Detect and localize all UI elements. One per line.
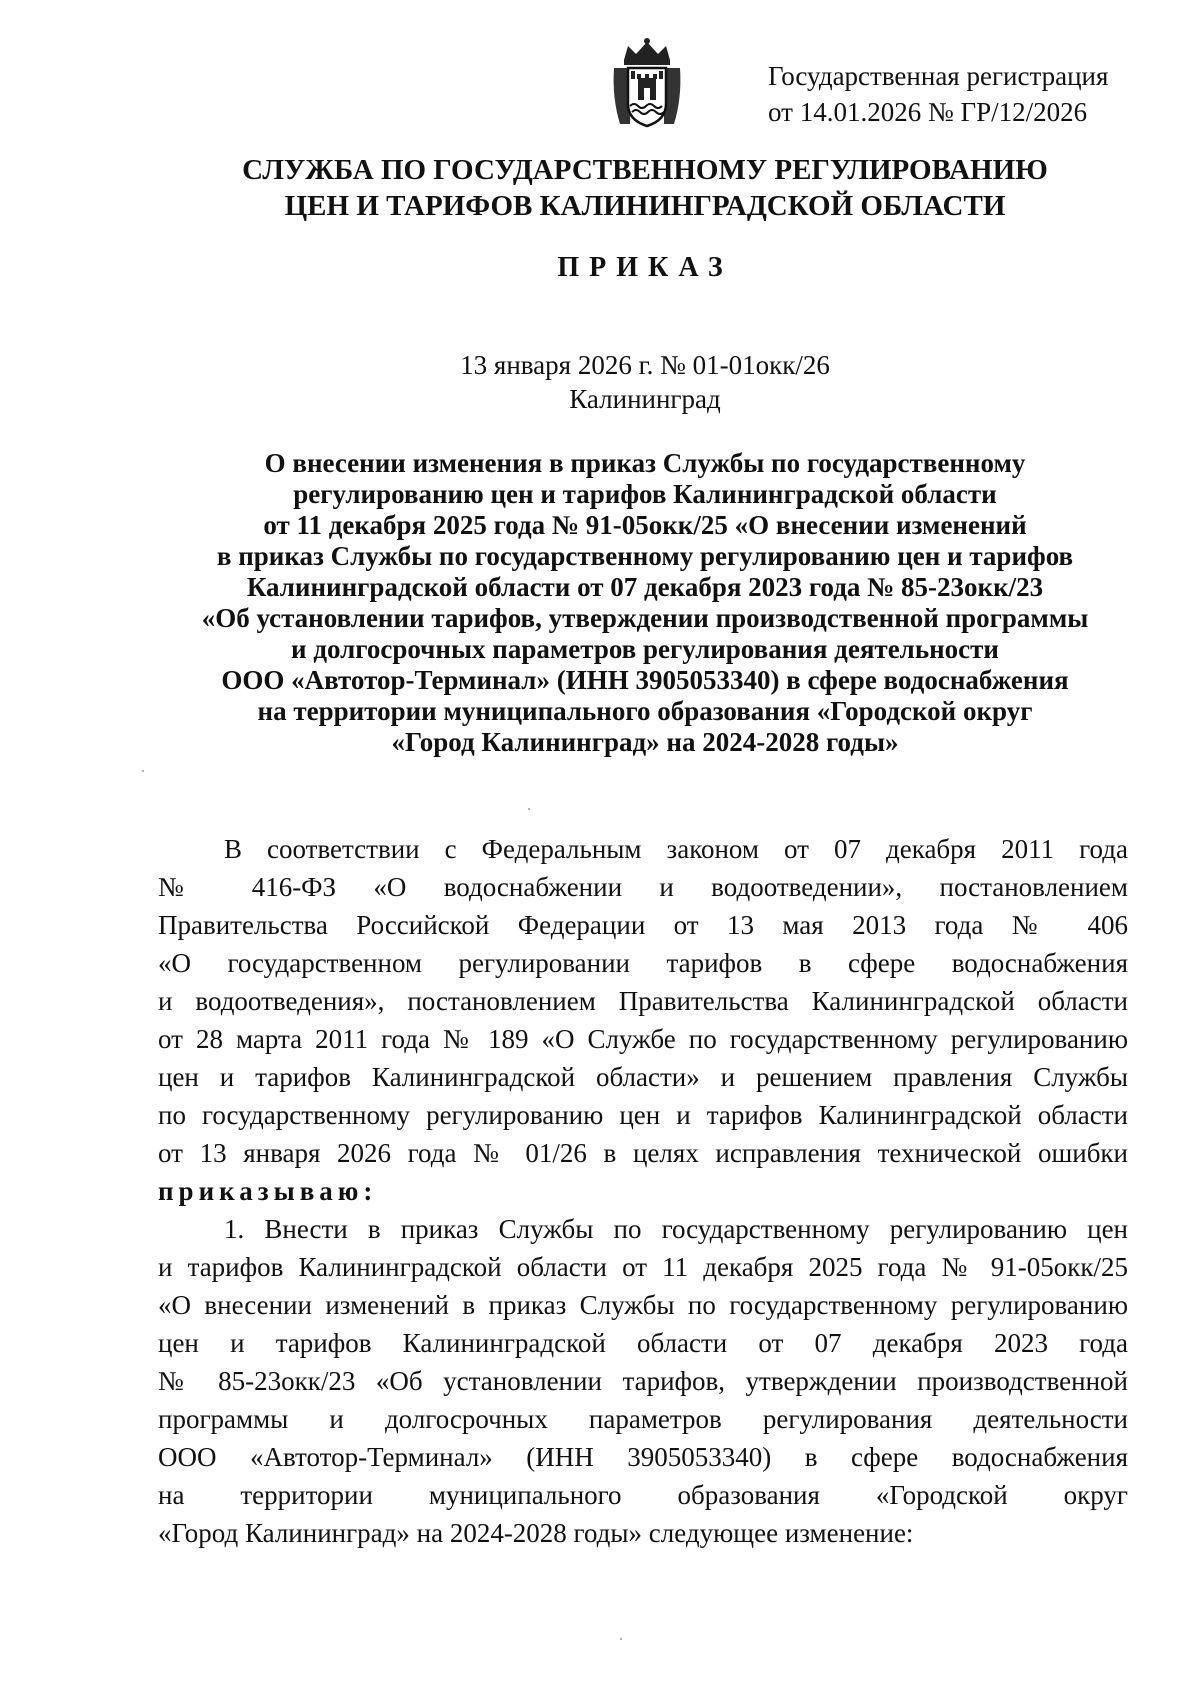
order-body	[158, 830, 1128, 1552]
body-line: по государственному регулированию цен и тарифов Калининградской области	[158, 1100, 1128, 1130]
body-line: «О государственном регулировании тарифов в сфере водоснабжения	[158, 948, 1128, 978]
body-line: и тарифов Калининградской области от 11 декабря 2025 года № 91-05окк/25	[158, 1252, 1128, 1282]
document-kind-heading: ПРИКАЗ	[557, 252, 733, 283]
body-line: № 85-23окк/23 «Об установлении тарифов, утверждении производственной	[158, 1366, 1128, 1396]
subject-line: ООО «Автотор-Терминал» (ИНН 3905053340) в сфере водоснабжения	[221, 665, 1069, 695]
body-line: цен и тарифов Калининградской области» и решением правления Службы	[158, 1062, 1128, 1092]
body-line: «О внесении изменений в приказ Службы по государственному регулированию	[158, 1290, 1128, 1320]
subject-line: «Город Калининград» на 2024-2028 годы»	[391, 727, 899, 757]
body-line: от 28 марта 2011 года № 189 «О Службе по государственному регулированию	[158, 1024, 1128, 1054]
subject-line: от 11 декабря 2025 года № 91-05окк/25 «О внесении изменений	[263, 510, 1027, 540]
organization-title	[0, 152, 1200, 224]
subject-line: на территории муниципального образования «Городской округ	[257, 696, 1033, 726]
state-registration-block	[768, 58, 1148, 130]
subject-line: Калининградской области от 07 декабря 2023 года № 85-23окк/23	[246, 572, 1044, 602]
body-line: ООО «Автотор-Терминал» (ИНН 3905053340) в сфере водоснабжения	[158, 1442, 1128, 1472]
subject-line: и долгосрочных параметров регулирования деятельности	[291, 634, 999, 664]
body-line: и водоотведения», постановлением Правительства Калининградской области	[158, 986, 1128, 1016]
subject-line: «Об установлении тарифов, утверждении производственной программы	[201, 603, 1089, 633]
body-line: на территории муниципального образования «Городской округ	[158, 1480, 1128, 1510]
order-subject	[0, 448, 1200, 758]
subject-line: регулированию цен и тарифов Калининградской области	[293, 479, 997, 509]
body-line: цен и тарифов Калининградской области от 07 декабря 2023 года	[158, 1328, 1128, 1358]
scan-speck	[620, 1638, 622, 1640]
body-line: программы и долгосрочных параметров регулирования деятельности	[158, 1404, 1128, 1434]
body-line: 1. Внести в приказ Службы по государственному регулированию цен	[224, 1214, 1128, 1244]
organization-title-line-2: ЦЕН И ТАРИФОВ КАЛИНИНГРАДСКОЙ ОБЛАСТИ	[284, 190, 1006, 222]
item-1-paragraph	[158, 1210, 1128, 1552]
order-date-number: 13 января 2026 г. № 01-01окк/26	[460, 350, 830, 380]
order-city: Калининград	[569, 384, 721, 414]
body-line: от 13 января 2026 года № 01/26 в целях исправления технической ошибки	[158, 1138, 1128, 1168]
registration-label: Государственная регистрация	[768, 61, 1109, 91]
coat-of-arms-emblem	[610, 38, 684, 130]
body-line: «Город Калининград» на 2024-2028 годы» следующее изменение:	[158, 1518, 914, 1548]
scan-speck	[142, 770, 144, 772]
preamble-paragraph	[158, 830, 1128, 1210]
body-line: № 416-ФЗ «О водоснабжении и водоотведении», постановлением	[158, 872, 1128, 902]
organization-title-line-1: СЛУЖБА ПО ГОСУДАРСТВЕННОМУ РЕГУЛИРОВАНИЮ	[242, 154, 1048, 186]
registration-date-number: от 14.01.2026 № ГР/12/2026	[768, 97, 1088, 127]
order-word: приказываю:	[158, 1176, 378, 1206]
body-line: Правительства Российской Федерации от 13 мая 2013 года № 406	[158, 910, 1128, 940]
subject-line: в приказ Службы по государственному регулированию цен и тарифов	[216, 541, 1074, 571]
scan-speck	[528, 808, 530, 810]
body-line: В соответствии с Федеральным законом от 07 декабря 2011 года	[224, 834, 1128, 864]
subject-line: О внесении изменения в приказ Службы по государственному	[264, 448, 1026, 478]
